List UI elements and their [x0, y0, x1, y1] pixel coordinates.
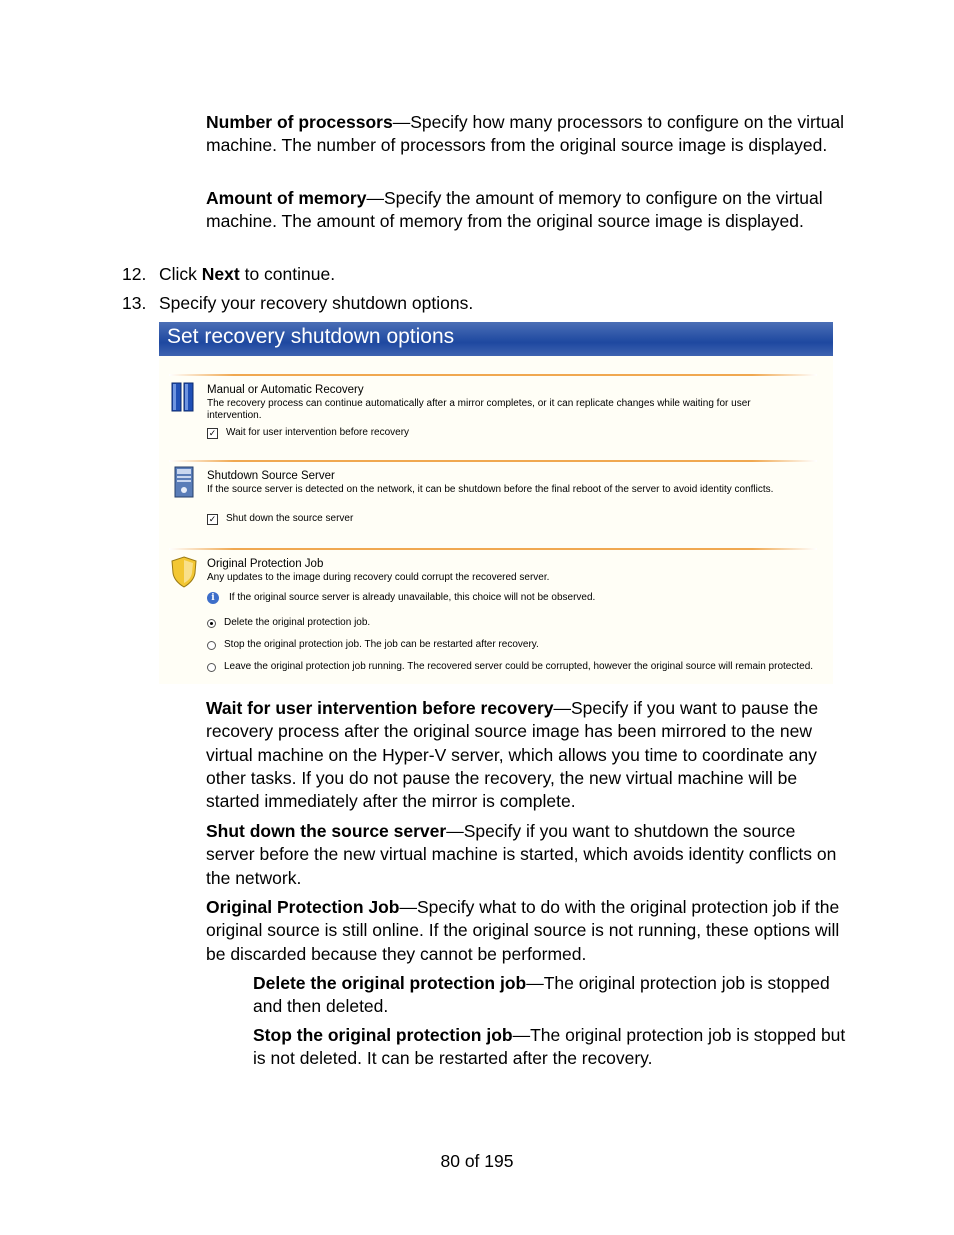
- section-text-manual-recovery: The recovery process can continue automatically after a mirror completes, or it can replicate changes while waiting for user intervention.: [207, 398, 751, 421]
- step-13: 13. Specify your recovery shutdown options.: [122, 293, 474, 313]
- section-separator: [169, 548, 817, 550]
- shut-down-source-paragraph: Shut down the source server—Specify if you want to shutdown the source server before the new virtual machine is started, which avoids identity conflicts on the network.: [206, 821, 837, 888]
- section-title-manual-recovery: Manual or Automatic Recovery: [207, 384, 364, 396]
- radio-selected-icon: [207, 619, 216, 628]
- radio-unselected-icon: [207, 641, 216, 650]
- section-title-protection-job: Original Protection Job: [207, 558, 324, 570]
- wait-intervention-paragraph: Wait for user intervention before recovery—Specify if you want to pause the recovery process after the original source image has been mirrored to the new virtual machine on the Hyper-V server, which allows you time to coordinate any other tasks. If you do not pause the recovery, the new virtual machine will be started immediately after the mirror is complete.: [206, 698, 819, 812]
- step-12: 12. Click Next to continue.: [122, 264, 336, 284]
- page-number: 80 of 195: [440, 1151, 514, 1171]
- delete-job-paragraph: Delete the original protection job—The original protection job is stopped and then deleted.: [253, 973, 830, 1017]
- radio-delete-job[interactable]: Delete the original protection job.: [207, 617, 370, 629]
- checkbox-checked-icon: ✓: [208, 513, 217, 524]
- wait-intervention-checkbox[interactable]: ✓ Wait for user intervention before recovery: [208, 427, 410, 438]
- recovery-shutdown-screenshot: [159, 322, 833, 684]
- shield-icon: [171, 556, 197, 591]
- radio-unselected-icon: [207, 663, 216, 672]
- screenshot-header: Set recovery shutdown options: [159, 322, 833, 356]
- section-separator: [169, 374, 817, 376]
- radio-stop-job[interactable]: Stop the original protection job. The job can be restarted after recovery.: [207, 639, 539, 651]
- info-note: i If the original source server is already unavailable, this choice will not be observed.: [207, 592, 595, 604]
- checkbox-checked-icon: ✓: [208, 427, 217, 438]
- processors-paragraph: Number of processors—Specify how many processors to configure on the virtual machine. The number of processors from the original source image is displayed.: [206, 112, 845, 156]
- double-bar-icon: [171, 382, 195, 415]
- shut-down-source-checkbox[interactable]: ✓ Shut down the source server: [208, 513, 354, 524]
- memory-paragraph: Amount of memory—Specify the amount of memory to configure on the virtual machine. The amount of memory from the original source image is displayed.: [206, 188, 823, 232]
- section-text-shutdown-source: If the source server is detected on the network, it can be shutdown before the final reboot of the server to avoid identity conflicts.: [207, 484, 774, 495]
- server-icon: [174, 466, 194, 501]
- section-separator: [169, 460, 817, 462]
- stop-job-paragraph: Stop the original protection job—The original protection job is stopped but is not deleted. It can be restarted after the recovery.: [253, 1025, 846, 1069]
- section-text-protection-job: Any updates to the image during recovery could corrupt the recovered server.: [207, 572, 550, 583]
- radio-leave-job-running[interactable]: Leave the original protection job running. The recovered server could be corrupted, however the original source will remain protected.: [207, 661, 813, 673]
- info-icon: i: [207, 592, 219, 604]
- section-title-shutdown-source: Shutdown Source Server: [207, 470, 335, 482]
- protection-job-paragraph: Original Protection Job—Specify what to do with the original protection job if the original source is still online. If the original source is not running, these options will be discarded because they cannot be performed.: [206, 897, 840, 964]
